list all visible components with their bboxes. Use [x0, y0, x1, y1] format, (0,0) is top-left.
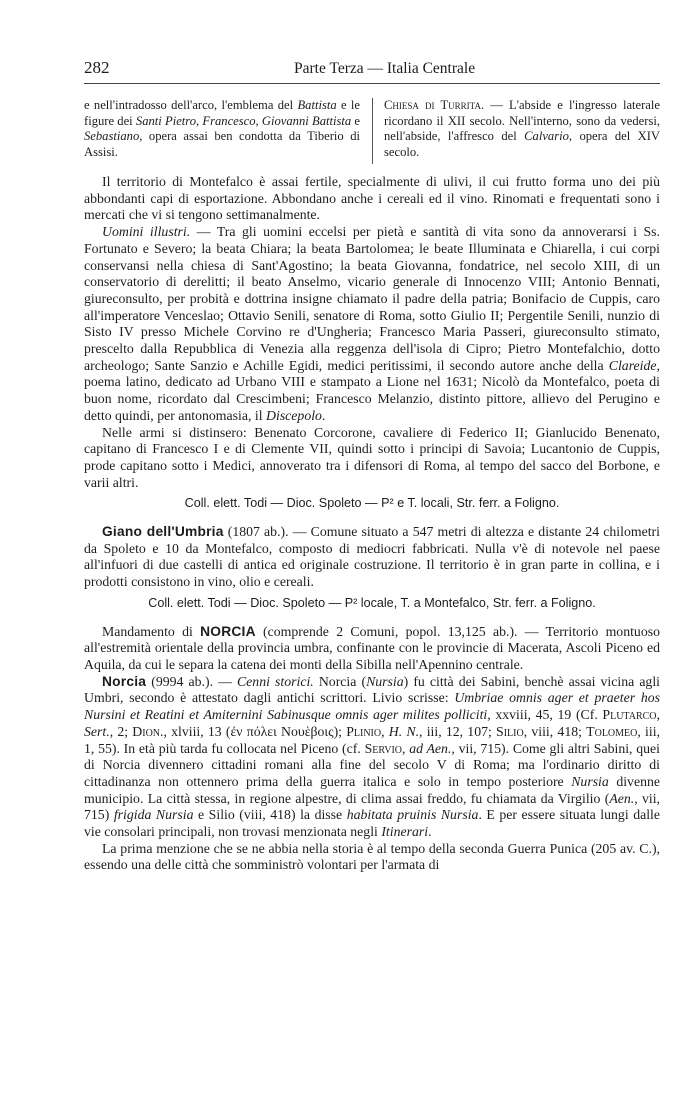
text-run: La prima menzione che se ne abbia nella storia è al tempo della seconda Guerra Punica (205 av. C.), essendo una delle città che somministrò volontari per l'armata di: [84, 840, 660, 873]
italic-text: frigida Nursia: [113, 807, 194, 823]
text-run: e le figure dei: [84, 98, 360, 128]
text-run: , iii, 12, 107;: [419, 723, 497, 739]
italic-text: Sebastiano: [84, 129, 140, 144]
text-run: — Tra gli uomini eccelsi per pietà e santità di vita sono da annoverarsi i Ss. Fortunato e Severo; la beata Chiara; la beata Bartolomea; le beate Illuminata e Chiarella, i cui corpi conservansi nella chiesa di Sant'Agostino; la beata Giovanna, fondatrice, nel secolo XIII, di un conservatorio di derelitti; il beato Anselmo, vicario generale di Innocenzo VIII; Antonio Bennati, giureconsulto, per probità e dottrina insigne chiamato il padre della patria; Bonifacio de Cuppis, caro all'imperatore Venceslao; Ottavio Senili, senatore di Roma, sotto Giulio II; Pergentile Senili, nunzio di Sisto IV presso Michele Corvino re d'Ungheria; Francesco Maria Passeri, giureconsulto stimato, prescelto dalla Repubblica di Venezia alla reggenza dell'isola di Cipro; Pietro Montefalchio, dotto archeologo; Sante Sanzio e Achille Egidi, medici peritissimi, il secondo autore anche della: [84, 224, 660, 373]
text-run: (9994 ab.). —: [146, 673, 237, 689]
small-caps-text: Dion.: [132, 723, 164, 739]
page-number: 282: [84, 58, 110, 77]
small-caps-text: Servio: [364, 740, 403, 756]
italic-text: Aen.: [609, 790, 635, 806]
paragraph: [84, 674, 660, 841]
locality-info-line: [84, 495, 660, 512]
text-run: . — L'abside e l'ingresso laterale ricordano il XII secolo. Nell'interno, sono da vedersi, nell'abside, l'affresco del: [384, 98, 660, 144]
main-text: [84, 174, 660, 874]
text-run: , xxviii, 45, 19 (Cf.: [487, 707, 603, 723]
italic-text: Uomini illustri.: [102, 224, 191, 240]
column-divider: [372, 98, 373, 164]
text-run: , viii, 418;: [523, 723, 587, 739]
italic-text: Clareide: [608, 357, 657, 373]
text-run: e: [351, 113, 360, 128]
paragraph: [84, 425, 660, 492]
italic-text: Umbriae omnis ager et praeter hos Nursini et Reatini et Amiternini Sabinusque omnis ager milites polliciti: [84, 690, 660, 723]
text-run: Nelle armi si distinsero: Benenato Corcorone, cavaliere di Federico II; Gianlucido Benenato, capitano di Francesco I e di Clemente VII, quindi sotto i principi di Savoia; Lucantonio de Cuppis, prode capitano sotto i Medici, annoverato tra i difensori di Roma, al tempo del sacco del Borbone, e varii altri.: [84, 424, 660, 490]
small-caps-text: Chiesa di Turrita: [384, 98, 481, 112]
italic-text: Calvario: [524, 129, 569, 144]
italic-text: Nursia: [366, 673, 404, 689]
text-run: , 2;: [109, 723, 133, 739]
text-run: Il territorio di Montefalco è assai fertile, specialmente di ulivi, il cui frutto forma uno dei più abbondanti capi di esportazione. Abbondano anche i cereali ed il vino. Rinomati e frequentati sono i mercati che vi si tengono settimanalmente.: [84, 174, 660, 223]
paragraph: [84, 174, 660, 224]
text-run: ,: [402, 740, 410, 756]
small-caps-text: Tolomeo: [586, 723, 638, 739]
right-column: [384, 98, 660, 160]
text-run: ) fu città dei Sabini, benchè assai vicina agli Umbri, secondo è attestato dagli antichi scrittori. Livio scrisse:: [84, 673, 661, 706]
text-run: Coll. elett. Todi — Dioc. Spoleto — P² e T. locali, Str. ferr. a Foligno.: [184, 496, 560, 511]
bold-text: Giano dell'Umbria: [102, 524, 224, 540]
page-header: [84, 58, 660, 80]
paragraph: [84, 624, 660, 674]
text-run: ,: [656, 707, 660, 723]
left-column: [84, 98, 360, 160]
text-run: .: [428, 824, 432, 840]
locality-info-line: [84, 595, 660, 612]
text-run: (comprende 2 Comuni, popol. 13,125 ab.). — Territorio montuoso all'estremità orientale della provincia umbra, confinante con le provincie di Macerata, Ascoli Piceno ed Aquila, da cui le separa la catena dei monti della Sibilla nell'Apennino centrale.: [84, 623, 660, 672]
italic-text: habitata pruinis Nursia: [346, 807, 479, 823]
italic-text: Cenni storici.: [236, 673, 314, 689]
italic-text: Discepolo: [266, 407, 322, 423]
italic-text: Nursia: [571, 773, 609, 789]
text-run: .: [321, 407, 326, 423]
small-caps-text: Plinio: [346, 723, 382, 739]
paragraph: [84, 524, 660, 591]
paragraph: [84, 224, 660, 424]
text-run: Norcia (: [313, 673, 367, 689]
text-run: , vii, 715). Come gli altri Sabini, quei di Norcia divennero cittadini romani alla fine del secolo V di Roma; ma l'ordinario diritto di cittadinanza non ottennero prima della guerra italica e solo in tempo posteriore: [84, 740, 660, 789]
text-run: , vii, 715): [84, 790, 660, 823]
text-run: Mandamento di: [102, 623, 201, 639]
text-run: , opera assai ben condotta da Tiberio di Assisi.: [84, 129, 360, 159]
text-run: e Silio (viii, 418) la disse: [193, 807, 347, 823]
text-run: e nell'intradosso dell'arco, l'emblema del: [84, 98, 298, 112]
text-run: (1807 ab.). — Comune situato a 547 metri di altezza e distante 24 chilometri da Spoleto e 10 da Montefalco, composto di mediocri fabbricati. Nulla v'è di notevole nel paese all'infuori di due castelli di antica ed originale costruzione. Il territorio è in gran parte in collina, e i prodotti consistono in vino, olio e cereali.: [84, 524, 660, 590]
text-run: divenne municipio. La città stessa, in regione alpestre, di clima assai freddo, fu chiamata da Virgilio (: [84, 773, 660, 806]
italic-text: Santi Pietro, Francesco, Giovanni Battista: [135, 113, 352, 128]
text-run: , xlviii, 13 (ἐν πόλει Νουὲβοις);: [163, 723, 347, 739]
text-run: , iii, 1, 55). In età più tarda fu collocata nel Piceno (cf.: [84, 723, 660, 756]
text-run: Coll. elett. Todi — Dioc. Spoleto — P² locale, T. a Montefalco, Str. ferr. a Foligno.: [148, 595, 596, 610]
text-run: , opera del XIV secolo.: [384, 129, 660, 159]
italic-text: H. N.: [388, 723, 420, 739]
running-title: Parte Terza — Italia Centrale: [294, 60, 476, 77]
text-run: ,: [381, 723, 389, 739]
italic-text: ad Aen.: [409, 740, 452, 756]
small-caps-text: Silio: [496, 723, 524, 739]
italic-text: Itinerari: [381, 824, 429, 840]
bold-text: NORCIA: [200, 623, 256, 639]
header-rule: [84, 83, 660, 84]
italic-text: Battista: [297, 98, 337, 112]
paragraph: [84, 841, 660, 874]
text-run: , poema latino, dedicato ad Urbano VIII e stampato a Lione nel 1631; Nicolò da Montefalco, poeta di buon nome, ricordato dal Crescimbeni; Francesco Melanzio, distinto pittore, allievo del Perugino e detto quindi, per antonomasia, il: [84, 357, 660, 423]
small-caps-text: Plutarco: [602, 707, 657, 723]
text-run: . E per essere situata lungi dalle vie consolari principali, non trovasi menzionata negli: [84, 807, 661, 840]
bold-text: Norcia: [102, 673, 147, 689]
italic-text: Sert.: [84, 723, 110, 739]
